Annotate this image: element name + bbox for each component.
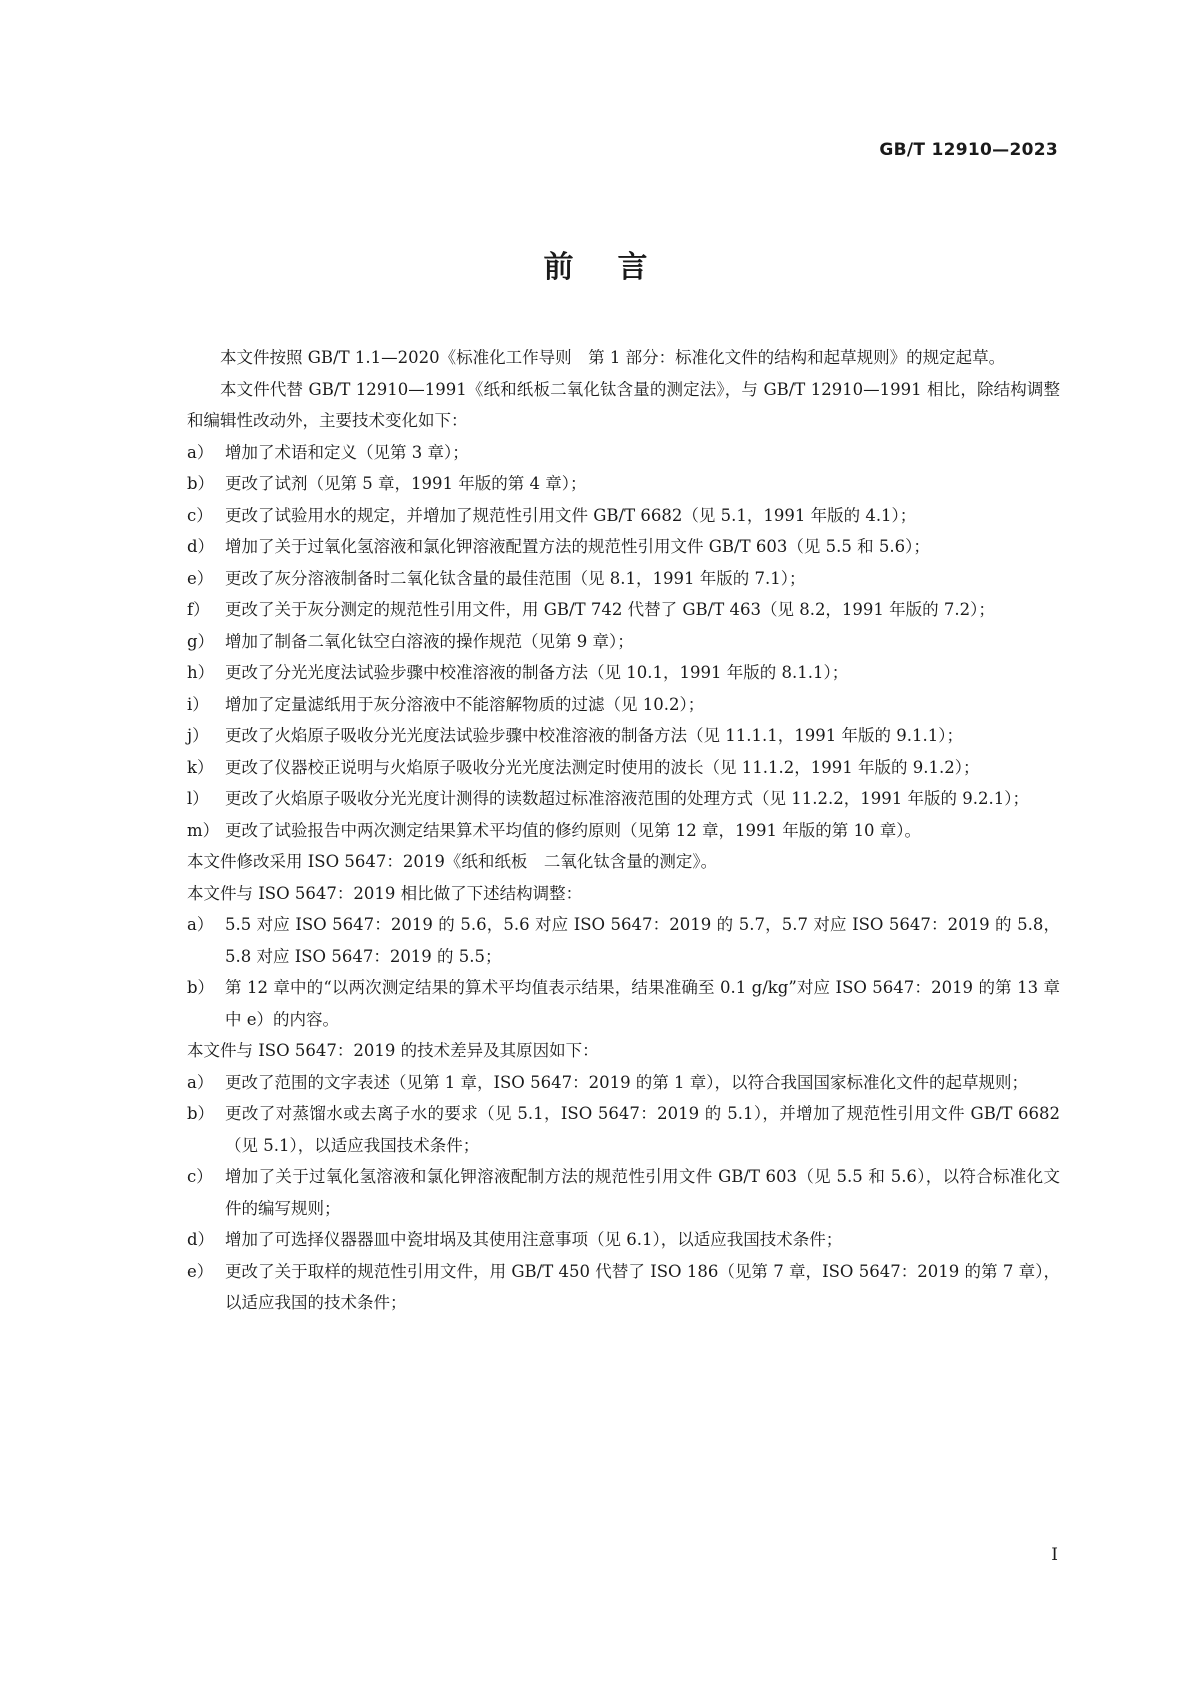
standard-code: GB/T 12910—2023 xyxy=(879,140,1058,160)
list-item-text: 增加了关于过氧化氢溶液和氯化钾溶液配置方法的规范性引用文件 GB/T 603（见 5.5 和 5.6）； xyxy=(225,537,930,556)
list-item-mark: b） xyxy=(187,978,215,997)
list-item-mark: e） xyxy=(187,1261,214,1281)
technical-differences-list xyxy=(187,1067,1060,1319)
list-item xyxy=(187,657,1060,689)
page-title: 前言 xyxy=(543,250,692,285)
list-item xyxy=(187,689,1060,721)
list-item-text: 增加了术语和定义（见第 3 章）； xyxy=(225,442,469,462)
list-item xyxy=(187,626,1060,658)
list-item xyxy=(187,531,1060,563)
list-item-text: 更改了仪器校正说明与火焰原子吸收分光光度法测定时使用的波长（见 11.1.2，1991 年版的 9.1.2）； xyxy=(225,757,980,777)
list-item-text: 增加了制备二氧化钛空白溶液的操作规范（见第 9 章）； xyxy=(225,631,634,651)
list-item-text: 更改了灰分溶液制备时二氧化钛含量的最佳范围（见 8.1，1991 年版的 7.1）； xyxy=(225,568,806,588)
page-number: I xyxy=(1051,1545,1058,1565)
list-item-text: 更改了试验报告中两次测定结果算术平均值的修约原则（见第 12 章，1991 年版的第 10 章）。 xyxy=(225,820,921,840)
list-item-mark: a） xyxy=(187,442,214,462)
list-item-text: 更改了火焰原子吸收分光光度计测得的读数超过标准溶液范围的处理方式（见 11.2.2，1991 年版的 9.2.1）； xyxy=(225,789,1029,808)
list-item xyxy=(187,1098,1060,1161)
list-item-mark: b） xyxy=(187,1104,215,1123)
paragraph-structure-changes: 本文件与 ISO 5647：2019 相比做了下述结构调整： xyxy=(187,883,583,903)
list-item-text: 更改了分光光度法试验步骤中校准溶液的制备方法（见 10.1，1991 年版的 8.1.1）； xyxy=(225,663,849,682)
document-body xyxy=(187,342,1060,1319)
list-item-text: 第 12 章中的“以两次测定结果的算术平均值表示结果，结果准确至 0.1 g/kg”对应 ISO 5647：2019 的第 13 章中 e）的内容。 xyxy=(225,978,1060,1029)
list-item-mark: g） xyxy=(187,631,215,651)
list-item xyxy=(187,783,1060,815)
list-item-text: 更改了关于灰分测定的规范性引用文件，用 GB/T 742 代替了 GB/T 463（见 8.2，1991 年版的 7.2）； xyxy=(225,600,995,619)
list-item-text: 更改了试验用水的规定，并增加了规范性引用文件 GB/T 6682（见 5.1，1991 年版的 4.1）； xyxy=(225,505,917,525)
list-item-text: 更改了火焰原子吸收分光光度法试验步骤中校准溶液的制备方法（见 11.1.1，1991 年版的 9.1.1）； xyxy=(225,726,963,745)
list-item xyxy=(187,437,1060,469)
list-item-text: 更改了范围的文字表述（见第 1 章，ISO 5647：2019 的第 1 章），以符合我国国家标准化文件的起草规则； xyxy=(225,1072,1029,1092)
list-item-text: 更改了试剂（见第 5 章，1991 年版的第 4 章）； xyxy=(225,474,587,493)
list-item-mark: c） xyxy=(187,505,213,525)
list-item-mark: i） xyxy=(187,694,209,714)
list-item-text: 增加了定量滤纸用于灰分溶液中不能溶解物质的过滤（见 10.2）； xyxy=(225,694,705,714)
list-item xyxy=(187,752,1060,784)
list-item-text: 更改了关于取样的规范性引用文件，用 GB/T 450 代替了 ISO 186（见第 7 章，ISO 5647：2019 的第 7 章），以适应我国的技术条件； xyxy=(225,1261,1060,1312)
list-item xyxy=(187,468,1060,500)
list-item xyxy=(187,1067,1060,1099)
list-item-mark: d） xyxy=(187,537,215,556)
paragraph-drafting-basis: 本文件按照 GB/T 1.1—2020《标准化工作导则 第 1 部分：标准化文件的结构和起草规则》的规定起草。 xyxy=(220,348,1006,367)
list-item-mark: h） xyxy=(187,663,215,682)
list-item-mark: b） xyxy=(187,474,215,493)
list-item xyxy=(187,972,1060,1035)
list-item-mark: f） xyxy=(187,600,210,619)
list-item-mark: a） xyxy=(187,915,214,934)
list-item xyxy=(187,500,1060,532)
list-item xyxy=(187,563,1060,595)
structure-changes-list xyxy=(187,909,1060,1035)
list-item-mark: m） xyxy=(187,820,220,840)
list-item xyxy=(187,720,1060,752)
list-item-mark: l） xyxy=(187,789,209,808)
list-item-mark: k） xyxy=(187,757,214,777)
list-item xyxy=(187,1224,1060,1256)
list-item-text: 5.5 对应 ISO 5647：2019 的 5.6，5.6 对应 ISO 5647：2019 的 5.7，5.7 对应 ISO 5647：2019 的 5.8，5.8 对应 ISO 5647：2019 的 5.5； xyxy=(225,915,1060,966)
list-item-mark: e） xyxy=(187,568,214,588)
list-item-mark: j） xyxy=(187,726,209,745)
paragraph-iso-adoption: 本文件修改采用 ISO 5647：2019《纸和纸板 二氧化钛含量的测定》。 xyxy=(187,852,718,871)
paragraph-technical-differences: 本文件与 ISO 5647：2019 的技术差异及其原因如下： xyxy=(187,1041,599,1060)
list-item xyxy=(187,909,1060,972)
list-item xyxy=(187,594,1060,626)
list-item xyxy=(187,1161,1060,1224)
list-item xyxy=(187,1256,1060,1319)
list-item-text: 增加了可选择仪器器皿中瓷坩埚及其使用注意事项（见 6.1），以适应我国技术条件； xyxy=(225,1230,843,1249)
changes-list xyxy=(187,437,1060,847)
list-item-text: 增加了关于过氧化氢溶液和氯化钾溶液配制方法的规范性引用文件 GB/T 603（见 5.5 和 5.6），以符合标准化文件的编写规则； xyxy=(225,1167,1060,1218)
list-item xyxy=(187,815,1060,847)
paragraph-replacement: 本文件代替 GB/T 12910—1991《纸和纸板二氧化钛含量的测定法》，与 GB/T 12910—1991 相比，除结构调整和编辑性改动外，主要技术变化如下： xyxy=(187,379,1060,430)
list-item-mark: a） xyxy=(187,1072,214,1092)
list-item-text: 更改了对蒸馏水或去离子水的要求（见 5.1，ISO 5647：2019 的 5.1），并增加了规范性引用文件 GB/T 6682（见 5.1），以适应我国技术条件； xyxy=(225,1104,1060,1155)
list-item-mark: c） xyxy=(187,1167,213,1186)
list-item-mark: d） xyxy=(187,1230,215,1249)
